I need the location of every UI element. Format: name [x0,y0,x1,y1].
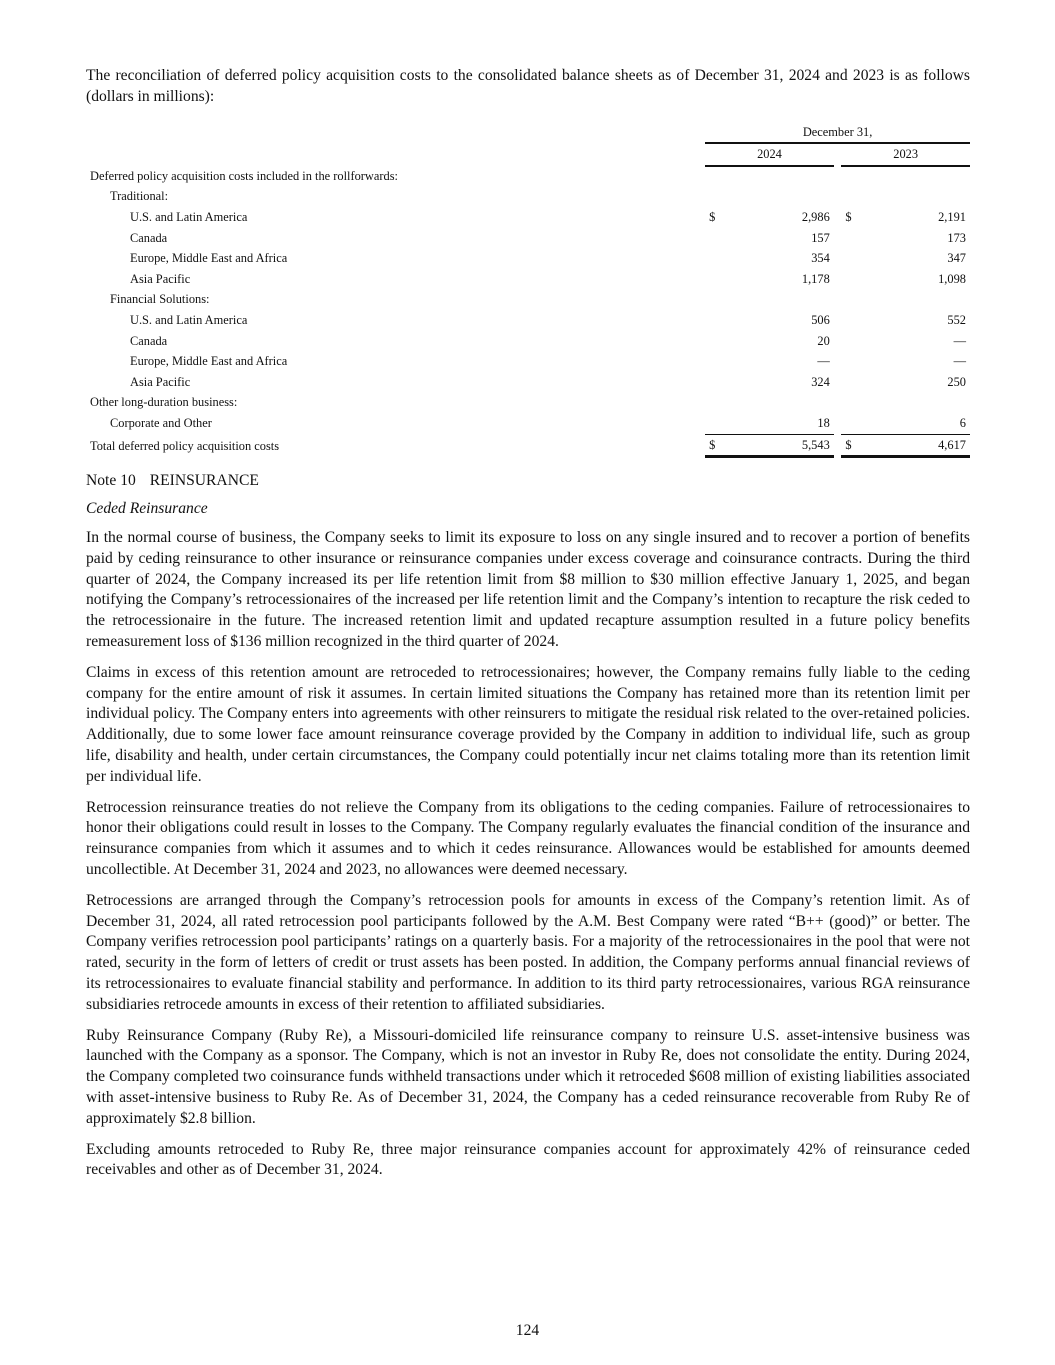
value-2023 [865,289,971,310]
document-page [86,66,970,1191]
page-number: 124 [515,1322,540,1339]
value-2024: 506 [811,312,830,327]
value-2023 [865,186,971,207]
value-2024 [728,289,833,310]
row-label: U.S. and Latin America [130,209,248,224]
currency-2024 [705,269,728,290]
table-row [86,269,970,290]
currency-2024 [705,372,728,393]
table-row [86,166,970,187]
note-title: REINSURANCE [149,472,259,490]
body-paragraph: Retrocession reinsurance treaties do not relieve the Company from its obligations to the ceding companies. Failure of retrocessionaires to honor their obligations could result in losses to the Company. The Company regularly evaluates the financial condition of the insurance and reinsurance companies from which it assumes and to which it cedes reinsurance. Allowances would be established for amounts deemed uncollectible. At December 31, 2024 and 2023, no allowances were deemed necessary. [86,798,970,879]
dac-reconciliation-table [86,122,970,459]
row-label: Total deferred policy acquisition costs [90,439,280,453]
currency-2024: $ [705,434,728,457]
value-2023: 173 [947,230,966,245]
body-paragraph: Ruby Reinsurance Company (Ruby Re), a Missouri-domiciled life reinsurance company to reinsure U.S. asset-intensive business was launched with the Company as a sponsor. The Company, which is not an investor in Ruby Re, does not consolidate the entity. During 2024, the Company completed two coinsurance funds withheld transactions under which it retroceded $608 million of existing liabilities associated with asset-intensive business to Ruby Re. As of December 31, 2024, the Company has a ceded reinsurance recoverable from Ruby Re of approximately $2.8 billion. [86,1026,970,1127]
note-heading [86,472,970,490]
row-label: Europe, Middle East and Africa [130,354,288,369]
value-2024 [728,186,833,207]
currency-2023 [841,186,864,207]
table-row [86,331,970,352]
currency-2023 [841,248,864,269]
currency-2024 [705,351,728,372]
currency-2024 [705,331,728,352]
row-label: U.S. and Latin America [130,312,248,327]
value-2024: 324 [811,374,830,389]
column-header-2023: 2023 [841,143,970,166]
body-paragraph: Excluding amounts retroceded to Ruby Re, three major reinsurance companies account for approximately 42% of reinsurance ceded receivables and other as of December 31, 2024. [86,1140,970,1179]
intro-paragraph: The reconciliation of deferred policy acquisition costs to the consolidated balance sheets as of December 31, 2024 and 2023 is as follows (dollars in millions): [86,67,970,105]
row-label: Deferred policy acquisition costs included in the rollforwards: [90,168,398,183]
row-label: Canada [130,333,168,348]
value-2023: — [953,354,966,369]
currency-2023 [841,166,864,187]
currency-2023 [841,228,864,249]
value-2024 [728,392,833,413]
header-december-31: December 31, [705,122,970,144]
value-2023: 2,191 [938,209,966,224]
value-2024: 20 [817,333,830,348]
table-row [86,310,970,331]
row-label: Canada [130,230,168,245]
value-2023: 1,098 [938,271,966,286]
currency-2023 [841,269,864,290]
currency-2023 [841,310,864,331]
value-2024 [728,166,833,187]
table-row [86,228,970,249]
table-row [86,413,970,434]
currency-2024 [705,413,728,434]
currency-2023 [841,372,864,393]
value-2023: 552 [947,312,966,327]
section-subheading: Ceded Reinsurance [86,500,208,518]
table-row [86,186,970,207]
table-header-years-row [86,143,970,166]
table-row [86,207,970,228]
row-label: Other long-duration business: [90,395,238,410]
table-row [86,392,970,413]
table-row [86,351,970,372]
value-2024: — [817,354,830,369]
table-header-group-row [86,122,970,144]
currency-2023 [841,413,864,434]
value-2023: 6 [959,415,966,430]
row-label: Europe, Middle East and Africa [130,251,288,266]
note-number: Note 10 [86,472,136,490]
row-label: Corporate and Other [110,416,212,431]
currency-2023: $ [845,209,852,224]
currency-2024 [705,228,728,249]
column-header-2024: 2024 [705,143,834,166]
currency-2024 [705,186,728,207]
currency-2023: $ [841,434,864,457]
value-2023: 4,617 [865,434,971,457]
currency-2023 [841,351,864,372]
note-body [86,528,970,1181]
value-2023: 347 [947,251,966,266]
currency-2023 [841,392,864,413]
row-label: Traditional: [110,189,169,204]
currency-2024 [705,248,728,269]
row-label: Asia Pacific [130,374,191,389]
currency-2024 [705,289,728,310]
currency-2024 [705,310,728,331]
table-row [86,248,970,269]
value-2023 [865,392,971,413]
value-2023: — [953,333,966,348]
currency-2023 [841,289,864,310]
value-2024: 2,986 [801,209,830,224]
currency-2023 [841,331,864,352]
table-row [86,289,970,310]
body-paragraph: Claims in excess of this retention amount are retroceded to retrocessionaires; however, the Company remains fully liable to the ceding company for the entire amount of risk it assumes. In certain limited situations the Company has retained more than its retention limit per individual policy. The Company enters into agreements with other reinsurers to mitigate the residual risk related to the over-retained policies. Additionally, due to some lower face amount reinsurance coverage provided by the Company in addition to individual life, such as group life, disability and health, under certain circumstances, the Company could potentially incur net claims totaling more than its retention limit per individual life. [86,663,970,785]
table-row [86,372,970,393]
value-2024: 18 [817,415,830,430]
value-2023: 250 [947,374,966,389]
currency-2024: $ [709,209,716,224]
row-label: Asia Pacific [130,271,191,286]
currency-2024 [705,166,728,187]
value-2023 [865,166,971,187]
row-label: Financial Solutions: [110,292,210,307]
value-2024: 1,178 [801,271,830,286]
value-2024: 5,543 [728,434,833,457]
value-2024: 157 [811,230,830,245]
total-row [86,434,970,457]
currency-2024 [705,392,728,413]
value-2024: 354 [811,251,830,266]
body-paragraph: In the normal course of business, the Company seeks to limit its exposure to loss on any single insured and to recover a portion of benefits paid by ceding reinsurance to other insurance or reinsurance companies under excess coverage and coinsurance contracts. During the third quarter of 2024, the Company increased its per life retention limit from $8 million to $30 million effective January 1, 2025, and began notifying the Company’s retrocessionaires of the increased per life retention limit and the Company’s intention to recapture the risk ceded to the retrocessionaire in the future. The increased retention limit and updated recapture assumption resulted in a future policy benefits remeasurement loss of $136 million recognized in the third quarter of 2024. [86,529,970,651]
body-paragraph: Retrocessions are arranged through the Company’s retrocession pools for amounts in excess of the Company’s retention limit. As of December 31, 2024, all rated retrocession pool participants followed by the A.M. Best Company were rated “B++ (good)” or better. The Company verifies retrocession pool participants’ ratings on a quarterly basis. For a majority of the retrocessionaires in the pool that were not rated, security in the form of letters of credit or trust assets has been posted. In addition, the Company performs annual financial reviews of its retrocessionaires to evaluate financial stability and performance. In addition to its third party retrocessionaires, various RGA reinsurance subsidiaries retrocede amounts in excess of their retention to affiliated subsidiaries. [86,891,970,1013]
